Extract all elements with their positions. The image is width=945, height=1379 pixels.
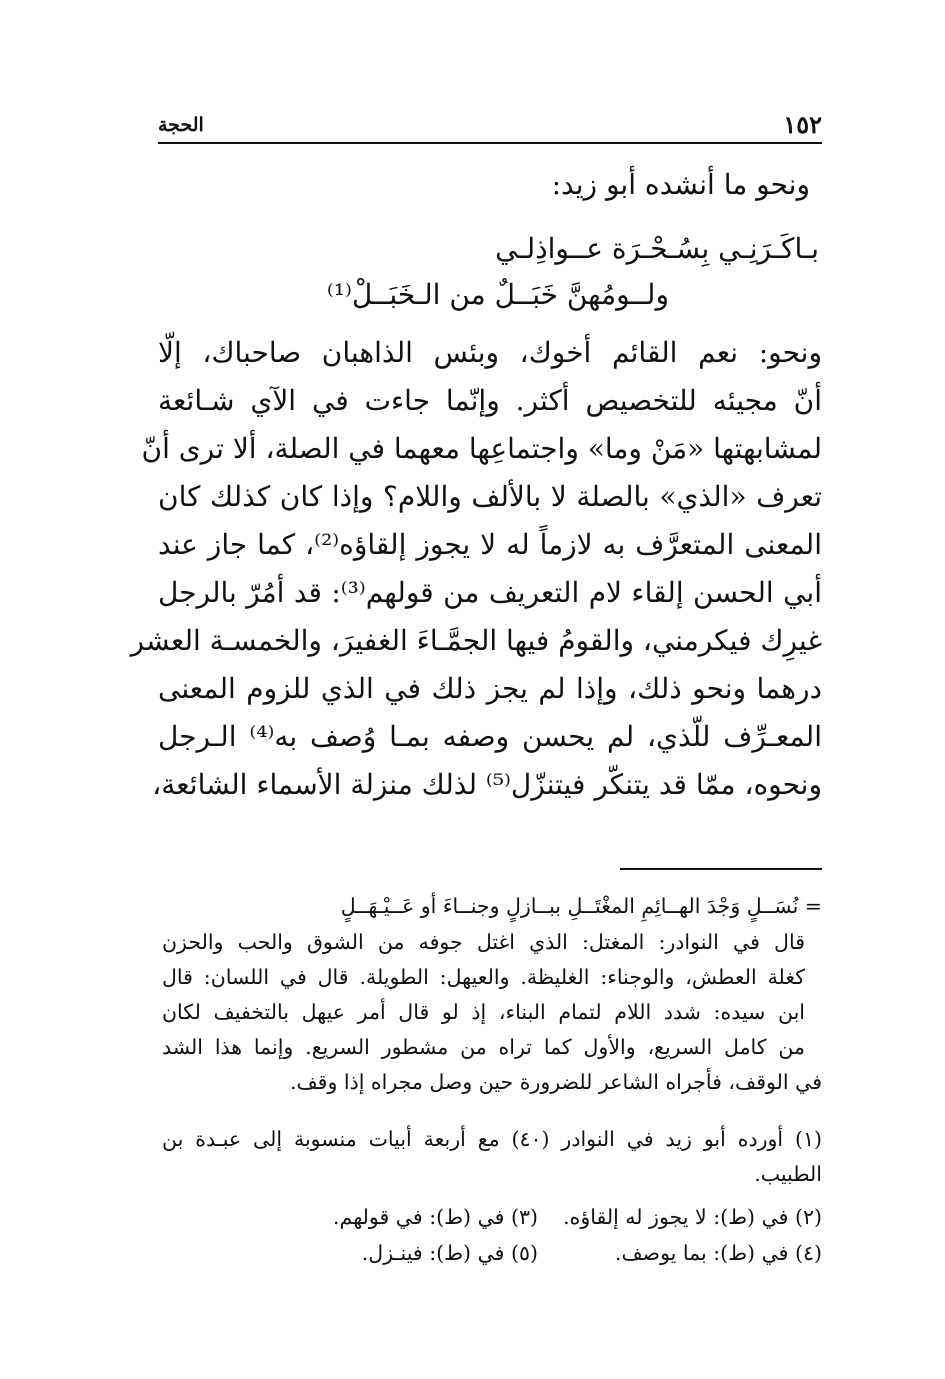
footnote-separator — [620, 868, 822, 870]
body-line: تعرف «الذي» بالصلة لا بالألف واللام؟ وإذا كان كذلك كان — [158, 480, 822, 513]
body-line: لمشابهتها «مَنْ وما» واجتماعِها معهما في الصلة، ألا ترى أنّ — [141, 432, 822, 465]
body-line: أبي الحسن إلقاء لام التعريف من قولهم⁽³⁾: قد أمُرّ بالرجل — [158, 576, 822, 609]
body-line: درهما ونحو ذلك، وإذا لم يجز ذلك في الذي للزوم المعنى — [158, 672, 822, 705]
page-number: ١٥٢ — [783, 110, 822, 139]
body-line: أنّ مجيئه للتخصيص أكثر. وإنّما جاءت في الآي شـائعة — [158, 384, 822, 417]
body-line: المعـرِّف للّذي، لم يحسن وصفه بمـا وُصف به⁽⁴⁾ الـرجل — [158, 720, 822, 753]
running-title: الحجة — [158, 114, 204, 136]
footnote-line: ابن سيده: شدد اللام لتمام البناء، إذ لو قال أمر عيهل بالتخفيف لكان — [162, 1000, 805, 1024]
body-line: ونحوه، ممّا قد يتنكّر فيتنزّل⁽⁵⁾ لذلك منزلة الأسماء الشائعة، — [152, 768, 822, 801]
footnote-3: (٣) في (ط): في قولهم. — [333, 1205, 538, 1229]
footnote-5: (٥) في (ط): فينـزل. — [361, 1241, 538, 1265]
verse-first-hemistich: بـاكَـرَنِـي بِسُـحْـرَة عــواذِلـي — [495, 232, 819, 265]
footnote-line: كغلة العطش، والوجناء: الغليظة. والعيهل: الطويلة. قال في اللسان: قال — [162, 965, 805, 989]
body-line: المعنى المتعرَّف به لازماً له لا يجوز إلقاؤه⁽²⁾، كما جاز عند — [158, 528, 822, 561]
body-line: غيرِك فيكرمني، والقومُ فيها الجمَّـاءَ الغفيرَ، والخمسـة العشر — [130, 624, 822, 657]
footnote-2: (٢) في (ط): لا يجوز له إلقاؤه. — [563, 1205, 822, 1229]
footnote-line: من كامل السريع، والأول كما تراه من مشطور السريع. وإنما هذا الشد — [162, 1035, 805, 1059]
footnote-1-continued: الطبيب. — [754, 1162, 822, 1186]
footnote-4: (٤) في (ط): بما يوصف. — [614, 1241, 822, 1265]
intro-line: ونحو ما أنشده أبو زيد: — [551, 168, 810, 201]
verse-second-hemistich: ولــومُهنَّ خَبَــلٌ من الـخَبَــلْ⁽¹⁾ — [326, 278, 669, 311]
body-line: ونحو: نعم القائم أخوك، وبئس الذاهبان صاحباك، إلّا — [158, 336, 822, 369]
footnote-line: في الوقف، فأجراه الشاعر للضرورة حين وصل مجراه إذا وقف. — [289, 1070, 822, 1094]
page-header — [158, 108, 822, 144]
footnote-line: قال في النوادر: المغتل: الذي اغتل جوفه من الشوق والحب والحزن — [162, 930, 805, 954]
footnote-1: (١) أورده أبو زيد في النوادر (٤٠) مع أربعة أبيات منسوبة إلى عبـدة بن — [162, 1127, 822, 1151]
footnote-continued-verse: = نُسَــلٍ وَجْدَ الهــائِمِ المغْتَــلِ ببــازلٍ وجنــاءَ أو عَــيْـهَــلٍ — [340, 894, 822, 918]
